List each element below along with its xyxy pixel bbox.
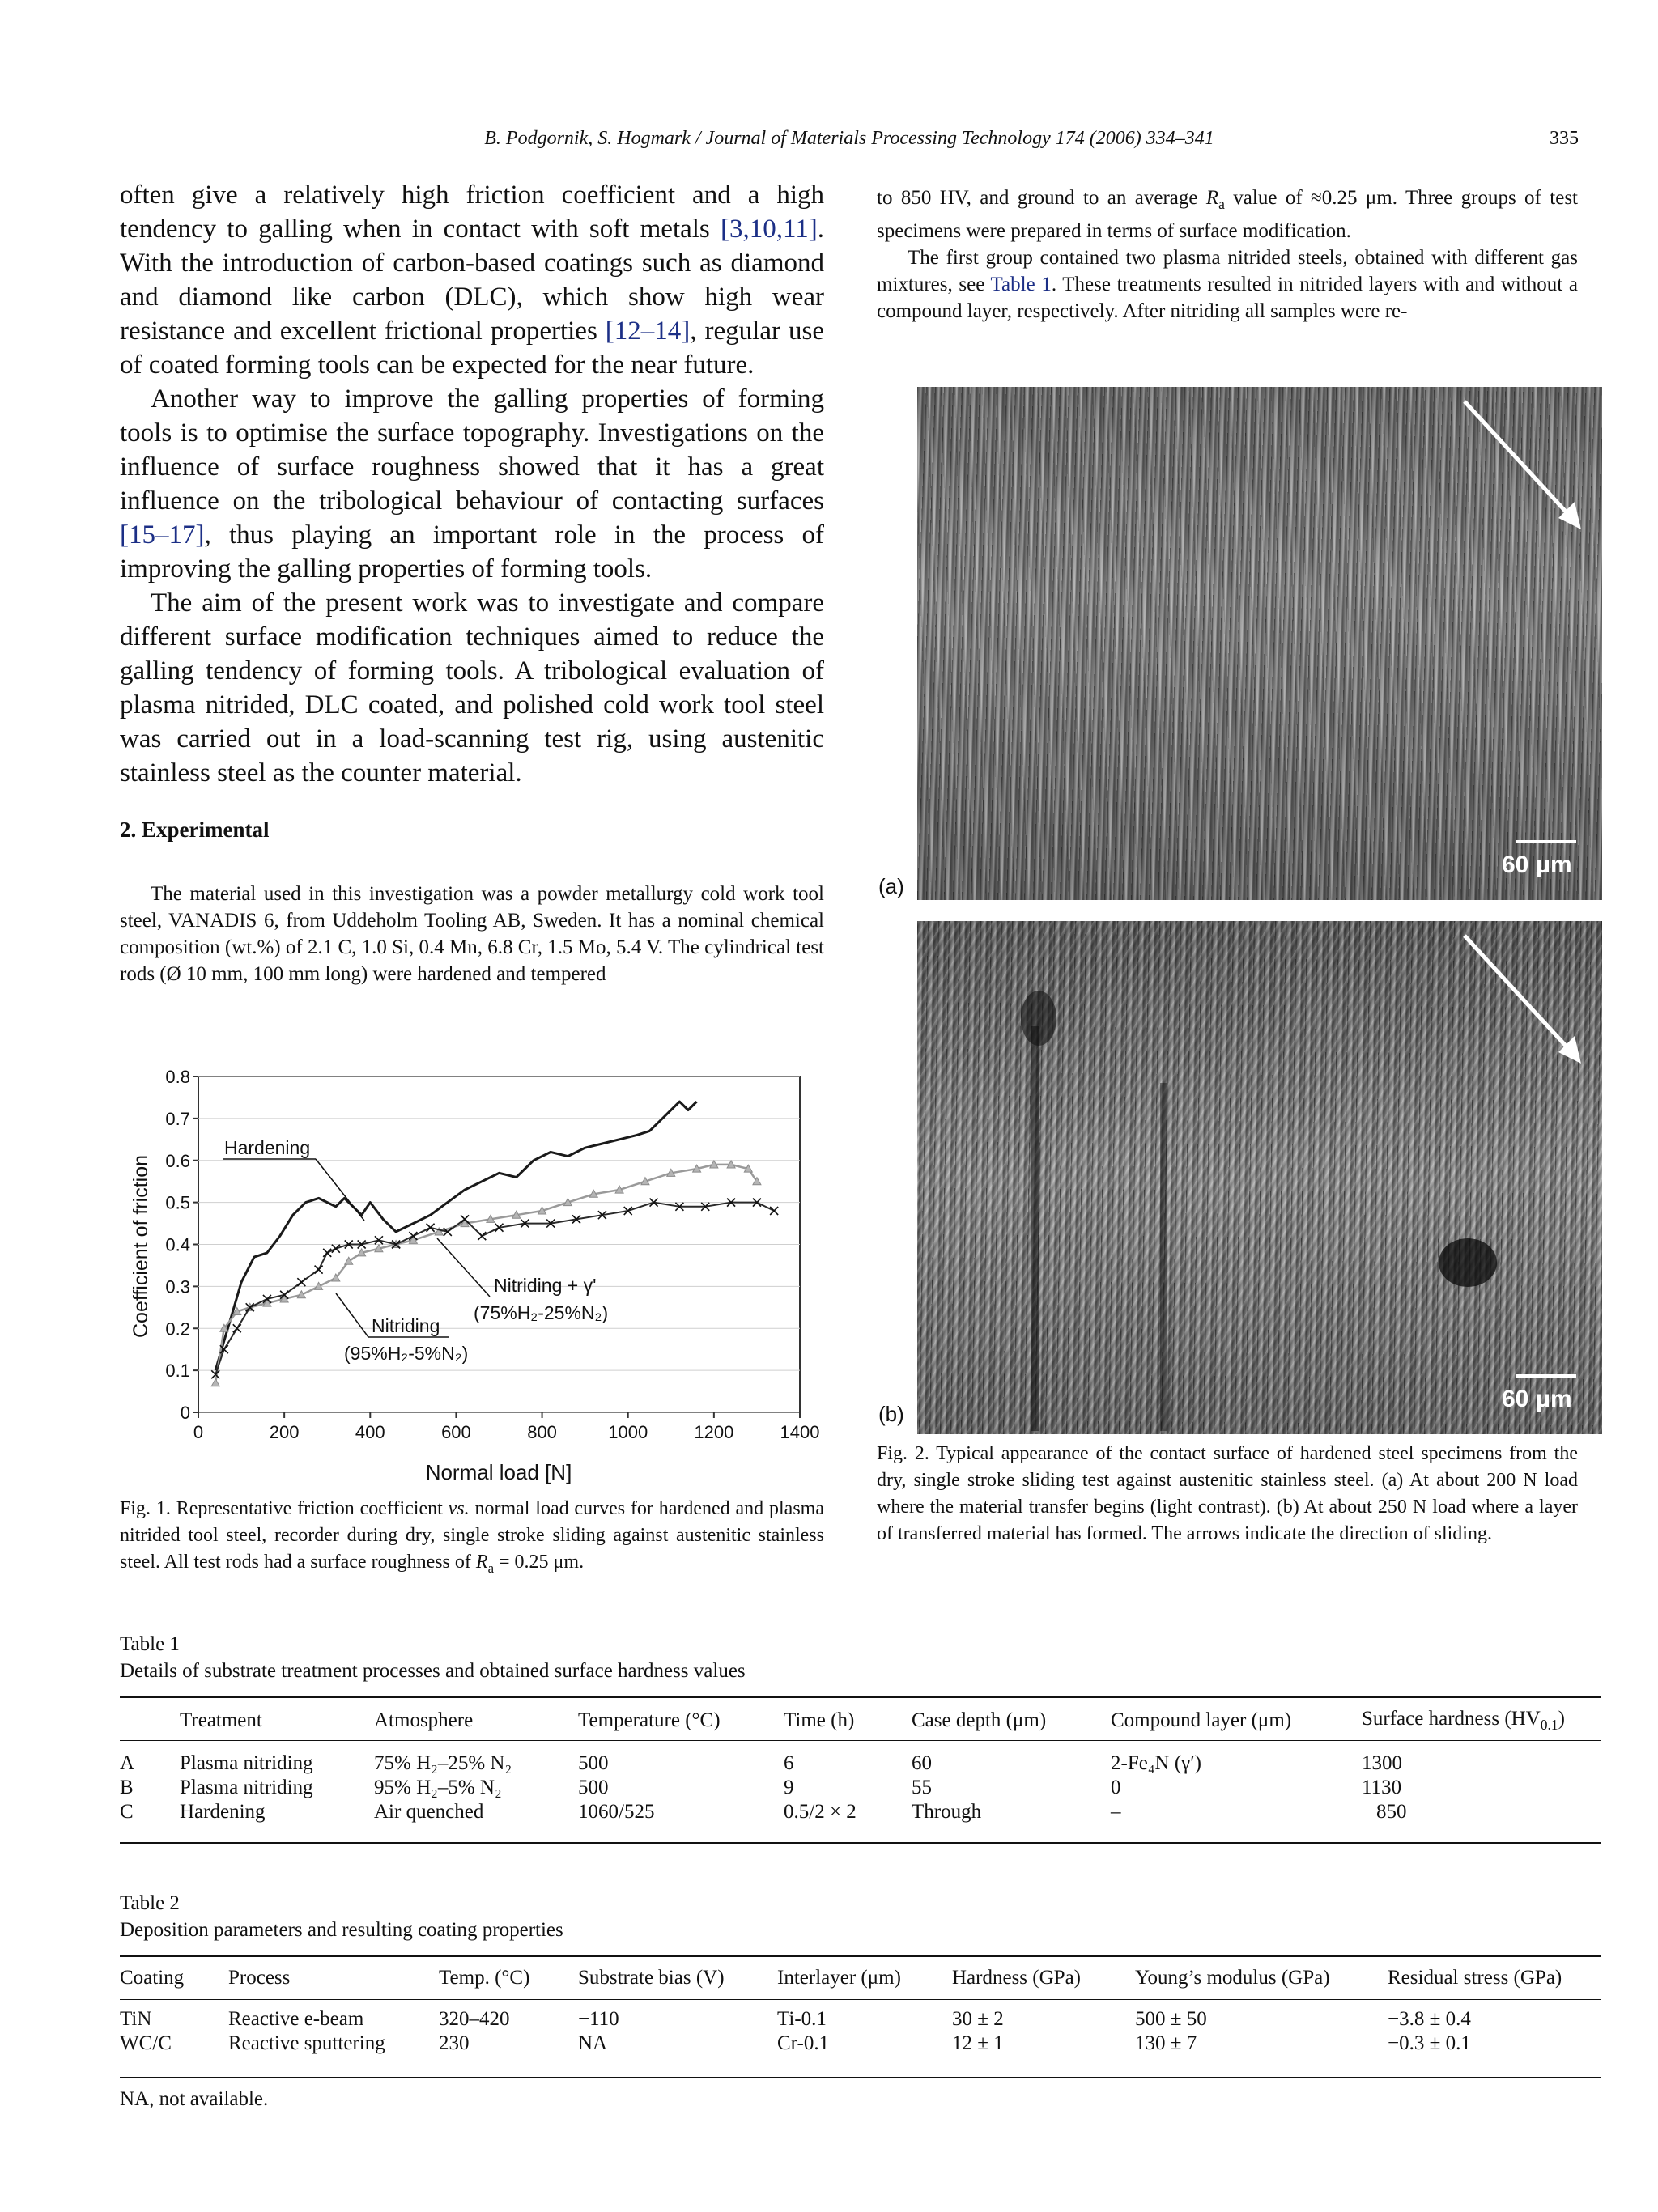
table1-bottom-rule	[120, 1842, 1601, 1844]
table2-col-bias: Substrate bias (V)	[578, 1967, 725, 1989]
x-tick-label: 800	[527, 1422, 557, 1442]
table1-cell-compound: 2-Fe₄N (γ′)	[1111, 1752, 1202, 1774]
paragraph-2	[120, 382, 824, 586]
table2-cell-stress: −3.8 ± 0.4	[1388, 2008, 1471, 2030]
table2-cell-coating: WC/C	[120, 2032, 172, 2054]
fig1-caption-b: normal load curves for hardened and plasma nitrided tool steel, recorder during dry, single stroke sliding against austenitic stainless steel. All test rods had a surface roughness of	[120, 1498, 824, 1573]
fig1-caption	[120, 1496, 824, 1582]
arrow-icon	[917, 387, 1602, 900]
fig1-caption-ra-sub: a	[487, 1560, 495, 1576]
table2-top-rule	[120, 1955, 1601, 1957]
table1-cell-time: 6	[784, 1752, 794, 1774]
table1-cell-treatment: Plasma nitriding	[180, 1777, 313, 1798]
right-para2-b: . These treatments resulted in nitrided layers with and without a compound layer, respectively. After nitriding all samples were re-	[877, 274, 1578, 322]
arrow-icon	[917, 921, 1602, 1434]
table1-cell-case-depth: 55	[912, 1777, 932, 1798]
right-para2-a: The first group contained two plasma nitrided steels, obtained with different gas mixtures, see	[877, 247, 1578, 295]
annotation-nitriding-gamma: Nitriding + γ'	[494, 1275, 597, 1296]
table2-col-modulus: Young’s modulus (GPa)	[1135, 1967, 1330, 1989]
table2-subtitle: Deposition parameters and resulting coating properties	[120, 1919, 563, 1941]
x-tick-label: 400	[355, 1422, 385, 1442]
y-tick-label: 0.6	[165, 1150, 190, 1171]
table1-title	[120, 1631, 746, 1684]
annotation-hardening: Hardening	[224, 1137, 311, 1158]
para2-text-b: , thus playing an important role in the process of improving the galling properties of forming tools.	[120, 520, 824, 584]
series-point	[478, 1232, 486, 1240]
table-row	[120, 1800, 1601, 1824]
fig2-label-a: (a)	[878, 874, 904, 898]
table1-cell-hardness: 850	[1376, 1801, 1407, 1823]
y-tick-label: 0.8	[165, 1067, 190, 1087]
x-tick-label: 1200	[694, 1422, 734, 1442]
table1-cell-atmosphere: Air quenched	[374, 1801, 484, 1823]
right-paragraph-1	[877, 185, 1578, 244]
fig1-friction-chart	[121, 1067, 826, 1496]
intro-continuation	[120, 178, 824, 790]
x-tick-label: 200	[269, 1422, 300, 1442]
table2-label: Table 2	[120, 1892, 180, 1914]
table-row	[120, 1776, 1601, 1800]
para1-text-c: , regular use of coated forming tools can be expected for the near future.	[120, 316, 824, 380]
table1-cell-temperature: 500	[578, 1777, 609, 1798]
table1-header-row	[120, 1700, 1601, 1742]
table2-cell-coating: TiN	[120, 2008, 152, 2030]
table1-cell-compound: –	[1111, 1801, 1121, 1823]
experimental-paragraph	[120, 881, 824, 987]
section-heading-experimental: 2. Experimental	[120, 817, 270, 842]
table1-col-time: Time (h)	[784, 1709, 855, 1731]
scale-label-b: 60 μm	[1502, 1386, 1572, 1412]
table1-col-temperature: Temperature (°C)	[578, 1709, 721, 1731]
scale-bar-a	[1516, 840, 1576, 843]
y-tick-label: 0.2	[165, 1318, 190, 1340]
right-para1-a: to 850 HV, and ground to an average	[877, 187, 1206, 209]
table1-cell-case-depth: Through	[912, 1801, 982, 1823]
scale-bar-b	[1516, 1374, 1576, 1378]
annotation-nitriding-gamma-gas: (75%H₂-25%N₂)	[474, 1302, 609, 1323]
table2-cell-stress: −0.3 ± 0.1	[1388, 2032, 1471, 2054]
y-tick-label: 0.1	[165, 1361, 190, 1382]
ref-link-12-14[interactable]: [12–14]	[605, 316, 691, 346]
table1-cell-hardness: 1130	[1362, 1777, 1402, 1798]
table1-cell-time: 9	[784, 1777, 794, 1798]
micrograph-a	[917, 387, 1602, 900]
para2-text-a: Another way to improve the galling properties of forming tools is to optimise the surface topography. Investigations on the influence of surface roughness showed that it has a great influence on the tribological behaviour of contacting surfaces	[120, 384, 824, 516]
y-tick-label: 0	[180, 1403, 190, 1423]
table2-footnote: NA, not available.	[120, 2088, 269, 2110]
para1-text-a: often give a relatively high friction coefficient and a high tendency to galling when in contact with soft metals	[120, 180, 824, 244]
annotation-nitriding-gamma-leader	[437, 1238, 490, 1297]
series-point	[770, 1207, 778, 1215]
table1-label: Table 1	[120, 1633, 180, 1655]
table1-cell-treatment: Plasma nitriding	[180, 1752, 313, 1774]
table-row	[120, 1751, 1601, 1776]
table1-cell-id: A	[120, 1752, 135, 1774]
y-tick-label: 0.4	[165, 1234, 190, 1255]
series-point	[297, 1278, 305, 1286]
ref-link-15-17[interactable]: [15–17]	[120, 520, 205, 550]
table1-cell-atmosphere: 75% H₂–25% N₂	[374, 1752, 512, 1774]
fig1-caption-c: = 0.25 μm.	[494, 1552, 585, 1573]
right-column-text	[877, 185, 1578, 325]
micrograph-b	[917, 921, 1602, 1434]
table2-cell-modulus: 130 ± 7	[1135, 2032, 1197, 2054]
table2-cell-temp: 230	[439, 2032, 470, 2054]
table1-col-id	[120, 1700, 180, 1742]
table1-col-hardness-text: Surface hardness (HV	[1362, 1708, 1541, 1730]
right-paragraph-2	[877, 244, 1578, 325]
y-tick-label: 0.3	[165, 1276, 190, 1297]
table1-col-hardness-sub: 0.1	[1540, 1717, 1558, 1733]
table-row	[120, 2032, 1601, 2056]
table1-cell-temperature: 500	[578, 1752, 609, 1774]
x-axis-label: Normal load [N]	[425, 1460, 572, 1484]
table1-col-hardness	[1362, 1700, 1601, 1742]
y-tick-label: 0.5	[165, 1192, 190, 1213]
x-tick-label: 1400	[780, 1422, 820, 1442]
table2-col-stress: Residual stress (GPa)	[1388, 1967, 1562, 1989]
table1	[120, 1700, 1601, 1824]
table2-col-coating: Coating	[120, 1967, 185, 1989]
fig1-caption-vs: vs.	[448, 1498, 470, 1519]
table1-cell-treatment: Hardening	[180, 1801, 266, 1823]
table1-cell-id: B	[120, 1777, 134, 1798]
table2-col-interlayer: Interlayer (μm)	[777, 1967, 901, 1989]
series-point	[332, 1245, 340, 1253]
paragraph-3: The aim of the present work was to investigate and compare different surface modification techniques aimed to reduce the galling tendency of forming tools. A tribological evaluation of plasma nitrided, DLC coated, and polished cold work tool steel was carried out in a load-scanning test rig, using austenitic stainless steel as the counter material.	[120, 588, 824, 788]
table2-title	[120, 1890, 563, 1943]
ra-symbol: R	[1205, 187, 1219, 209]
table2-col-process: Process	[228, 1967, 291, 1989]
y-axis-label: Coefficient of friction	[130, 1154, 152, 1339]
table2-cell-interlayer: Cr-0.1	[777, 2032, 830, 2054]
y-tick-label: 0.7	[165, 1108, 190, 1129]
right-para1-b: value of ≈0.25 μm. Three groups of test specimens were prepared in terms of surface modification.	[877, 187, 1578, 242]
table1-subtitle: Details of substrate treatment processes and obtained surface hardness values	[120, 1660, 746, 1682]
annotation-nitriding-gas: (95%H₂-5%N₂)	[344, 1343, 469, 1364]
table1-link[interactable]: Table 1	[990, 274, 1052, 295]
table1-cell-time: 0.5/2 × 2	[784, 1801, 857, 1823]
annotation-nitriding-leader	[336, 1293, 368, 1337]
scale-label-a: 60 μm	[1502, 851, 1572, 878]
series-point	[211, 1379, 219, 1386]
annotation-hardening-leader	[316, 1159, 364, 1221]
paragraph-1	[120, 178, 824, 382]
fig2-label-b: (b)	[878, 1402, 904, 1426]
series-line-2	[215, 1165, 757, 1383]
fig1-caption-a: Fig. 1. Representative friction coefficient	[120, 1498, 449, 1519]
table1-col-treatment: Treatment	[180, 1709, 262, 1731]
table1-cell-compound: 0	[1111, 1777, 1121, 1798]
table2-cell-hardness: 12 ± 1	[952, 2032, 1004, 2054]
table1-cell-atmosphere: 95% H₂–5% N₂	[374, 1777, 502, 1798]
table1-top-rule	[120, 1696, 1601, 1698]
table-row	[120, 2007, 1601, 2032]
table2-cell-process: Reactive sputtering	[228, 2032, 385, 2054]
table1-col-hardness-close: )	[1558, 1708, 1565, 1730]
running-title: B. Podgornik, S. Hogmark / Journal of Materials Processing Technology 174 (2006) 334–341	[484, 128, 1214, 149]
ra-subscript: a	[1218, 196, 1225, 212]
para1-text-b: . With the introduction of carbon-based coatings such as diamond and diamond like carbon (DLC), which show high wear resistance and excellent frictional properties	[120, 214, 824, 346]
ref-link-3-10-11[interactable]: [3,10,11]	[720, 214, 818, 244]
table2-cell-process: Reactive e-beam	[228, 2008, 364, 2030]
table1-cell-id: C	[120, 1801, 134, 1823]
table2-cell-modulus: 500 ± 50	[1135, 2008, 1207, 2030]
x-tick-label: 0	[193, 1422, 204, 1442]
table1-col-compound: Compound layer (μm)	[1111, 1709, 1292, 1731]
table2-cell-hardness: 30 ± 2	[952, 2008, 1004, 2030]
table2-cell-interlayer: Ti-0.1	[777, 2008, 827, 2030]
experimental-text: The material used in this investigation was a powder metallurgy cold work tool steel, VANADIS 6, from Uddeholm Tooling AB, Sweden. It has a nominal chemical composition (wt.%) of 2.1 C, 1.0 Si, 0.4 Mn, 6.8 Cr, 1.5 Mo, 5.4 V. The cylindrical test rods (Ø 10 mm, 100 mm long) were hardened and tempered	[120, 883, 824, 985]
fig2-caption: Fig. 2. Typical appearance of the contact surface of hardened steel specimens from the dry, single stroke sliding test against austenitic stainless steel. (a) At about 200 N load where the material transfer begins (light contrast). (b) At about 250 N load where a layer of transferred material has formed. The arrows indicate the direction of sliding.	[877, 1443, 1578, 1544]
table2	[120, 1959, 1601, 2056]
table2-bottom-rule	[120, 2077, 1601, 2078]
series-point	[323, 1249, 331, 1257]
table1-col-case-depth: Case depth (μm)	[912, 1709, 1047, 1731]
table1-cell-temperature: 1060/525	[578, 1801, 655, 1823]
series-point	[315, 1266, 323, 1274]
table2-col-hardness: Hardness (GPa)	[952, 1967, 1081, 1989]
page-number: 335	[1550, 128, 1579, 149]
table2-header-row	[120, 1959, 1601, 1998]
fig1-caption-ra: R	[475, 1552, 488, 1573]
table2-cell-bias: −110	[578, 2008, 619, 2030]
x-tick-label: 1000	[608, 1422, 648, 1442]
x-tick-label: 600	[441, 1422, 471, 1442]
table2-cell-bias: NA	[578, 2032, 608, 2054]
annotation-nitriding: Nitriding	[372, 1315, 440, 1336]
table2-col-temp: Temp. (°C)	[439, 1967, 530, 1989]
table1-cell-case-depth: 60	[912, 1752, 932, 1774]
table1-col-atmosphere: Atmosphere	[374, 1709, 474, 1731]
table2-cell-temp: 320–420	[439, 2008, 510, 2030]
table1-cell-hardness: 1300	[1362, 1752, 1402, 1774]
running-header	[120, 128, 1579, 155]
